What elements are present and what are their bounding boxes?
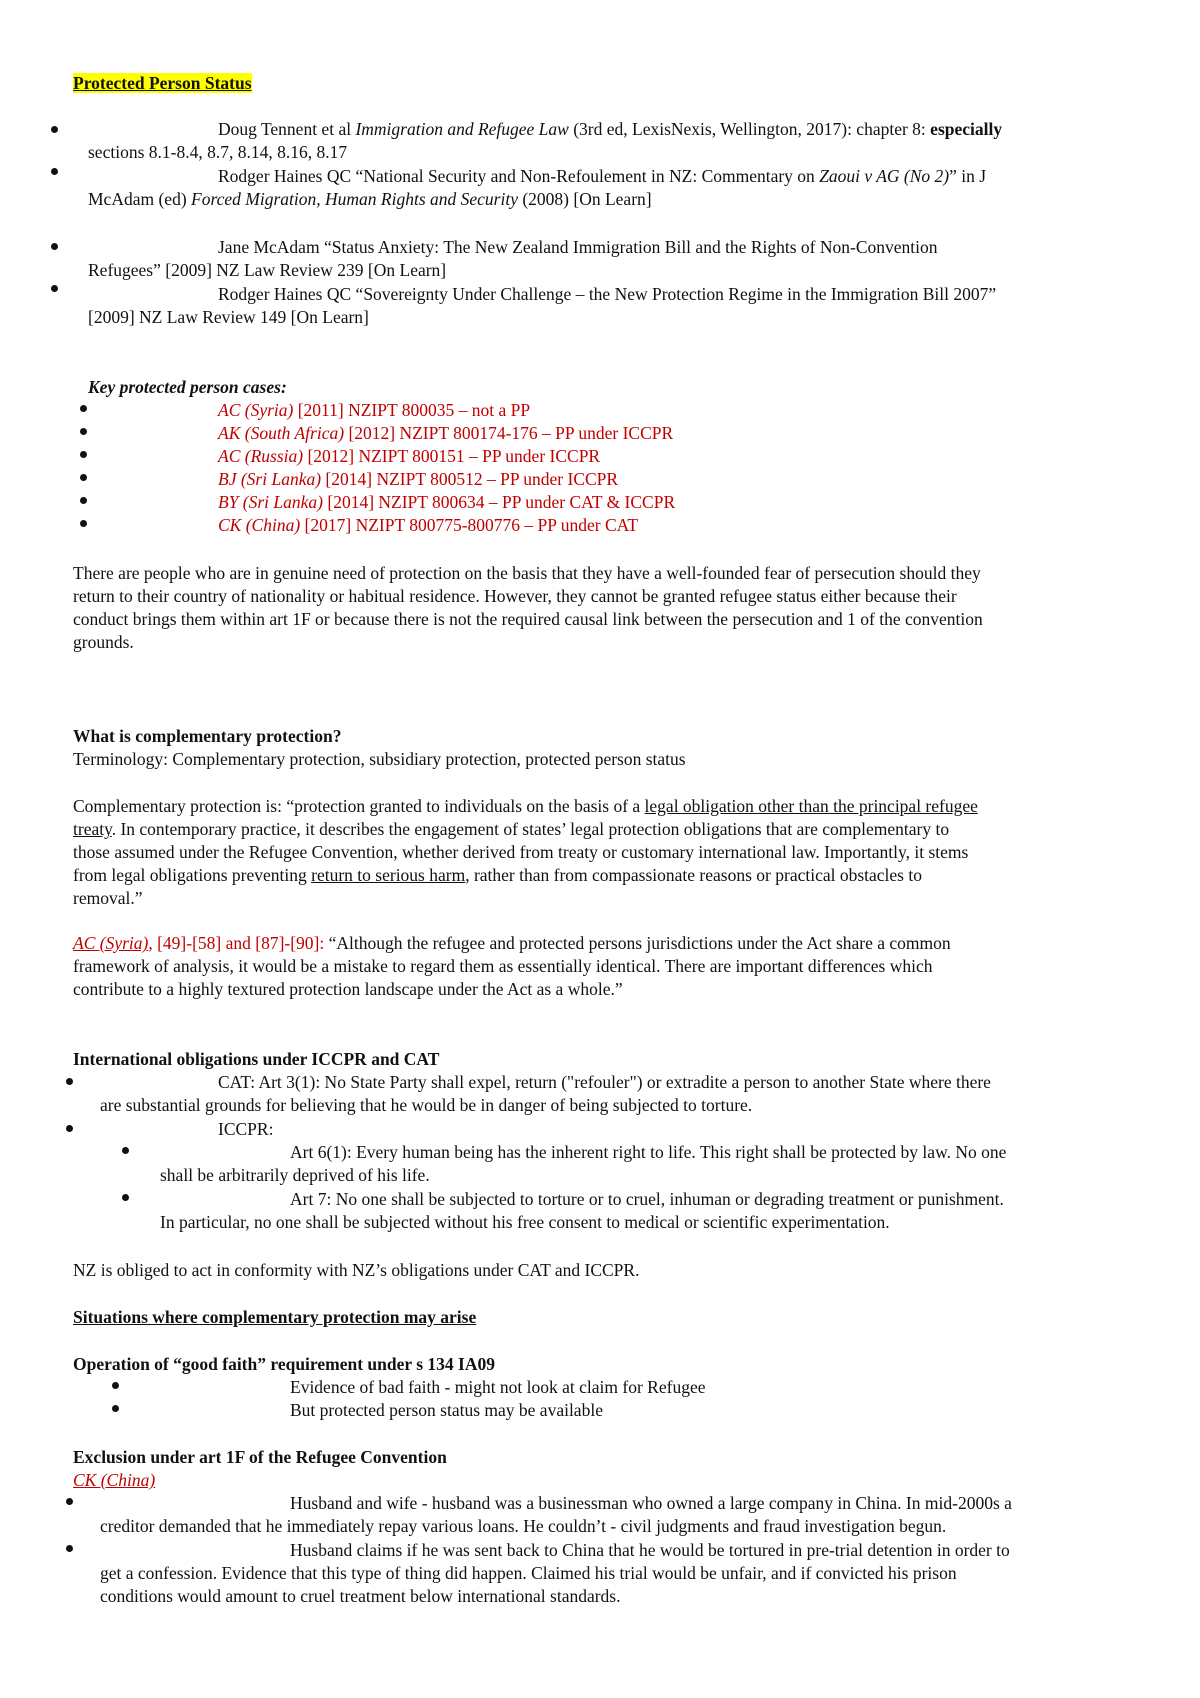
reading-text: ” in J — [949, 166, 987, 186]
paragraph-text: Complementary protection is: “protection granted to individuals on the basis of a — [73, 796, 645, 816]
case-citation: [2017] NZIPT 800775-800776 – PP under CAT — [300, 515, 639, 535]
case-item — [218, 491, 675, 514]
reading-text: [2009] NZ Law Review 149 [On Learn] — [88, 307, 369, 327]
paragraph-line: those assumed under the Refugee Convention, whether derived from treaty or customary international law. Importantly, it stems — [73, 842, 969, 862]
intro-paragraph — [73, 562, 1138, 654]
case-item — [218, 468, 618, 491]
cat-item — [100, 1071, 1140, 1117]
good-faith-heading: Operation of “good faith” requirement under s 134 IA09 — [73, 1354, 495, 1374]
paragraph-line: contribute to a highly textured protection landscape under the Act as a whole.” — [73, 979, 623, 999]
bullet-icon — [80, 520, 87, 527]
list-text: creditor demanded that he immediately repay various loans. He couldn’t - civil judgments and fraud investigation begun. — [100, 1516, 947, 1536]
case-name: CK (China) — [73, 1470, 156, 1490]
situations-heading: Situations where complementary protection may arise — [73, 1307, 477, 1327]
good-faith-item: But protected person status may be available — [290, 1400, 603, 1420]
case-item — [218, 514, 638, 537]
paragraph-text: , rather than from compassionate reasons or practical obstacles to — [465, 865, 922, 885]
bullet-icon — [80, 428, 87, 435]
list-text: In particular, no one shall be subjected without his free consent to medical or scientific experimentation. — [160, 1212, 890, 1232]
reading-title: Forced Migration, Human Rights and Security — [191, 189, 518, 209]
reading-item — [88, 118, 1143, 164]
paragraph-line: framework of analysis, it would be a mistake to regard them as essentially identical. There are important differences which — [73, 956, 933, 976]
underlined-text: treaty — [73, 819, 112, 839]
case-name: AC (Syria) — [73, 933, 149, 953]
reading-emphasis: especially — [930, 119, 1003, 139]
paragraph-text: . In contemporary practice, it describes the engagement of states’ legal protection obligations that are complementary to — [111, 819, 950, 839]
reading-text: Doug Tennent et al — [218, 119, 356, 139]
case-name: AC (Russia) — [218, 446, 304, 466]
bullet-icon — [66, 1498, 73, 1505]
reading-text: Refugees” [2009] NZ Law Review 239 [On Learn] — [88, 260, 447, 280]
list-text: CAT: Art 3(1): No State Party shall expel, return ("refouler") or extradite a person to another State where there — [218, 1072, 991, 1092]
art6-item — [160, 1141, 1140, 1187]
list-text: ICCPR: — [218, 1119, 274, 1139]
paragraph-line: There are people who are in genuine need of protection on the basis that they have a well-founded fear of persecution should they — [73, 563, 981, 583]
reading-text: (2008) [On Learn] — [517, 189, 652, 209]
paragraph-line: conduct brings them within art 1F or because there is not the required causal link between the persecution and 1 of the convention — [73, 609, 983, 629]
case-citation: , [49]-[58] and [87]-[90]: — [148, 933, 325, 953]
list-text: Husband claims if he was sent back to China that he would be tortured in pre-trial detention in order to — [290, 1540, 1010, 1560]
reading-text: sections 8.1-8.4, 8.7, 8.14, 8.16, 8.17 — [88, 142, 348, 162]
case-item — [218, 422, 673, 445]
bullet-icon — [51, 285, 58, 292]
bullet-icon — [80, 451, 87, 458]
case-item — [218, 445, 600, 468]
bullet-icon — [80, 474, 87, 481]
bullet-icon — [80, 497, 87, 504]
bullet-icon — [112, 1382, 119, 1389]
ck-label-line — [73, 1469, 1138, 1492]
iccpr-item — [100, 1118, 1140, 1141]
list-text: conditions would amount to cruel treatment below international standards. — [100, 1586, 621, 1606]
case-name: CK (China) — [218, 515, 301, 535]
cases-heading: Key protected person cases: — [88, 377, 287, 397]
list-text: Husband and wife - husband was a businessman who owned a large company in China. In mid-2000s a — [290, 1493, 1012, 1513]
paragraph-text: from legal obligations preventing — [73, 865, 312, 885]
underlined-text: return to serious harm — [311, 865, 466, 885]
art7-item — [160, 1188, 1140, 1234]
list-text: are substantial grounds for believing that he would be in danger of being subjected to torture. — [100, 1095, 753, 1115]
definition-paragraph — [73, 795, 1138, 910]
intl-heading: International obligations under ICCPR and CAT — [73, 1049, 440, 1069]
bullet-icon — [122, 1194, 129, 1201]
bullet-icon — [112, 1405, 119, 1412]
paragraph-text: “Although the refugee and protected persons jurisdictions under the Act share a common — [324, 933, 951, 953]
case-citation: [2014] NZIPT 800634 – PP under CAT & ICCPR — [323, 492, 676, 512]
underlined-text: legal obligation other than the principal refugee — [644, 796, 978, 816]
case-name: BJ (Sri Lanka) — [218, 469, 322, 489]
case-name: BY (Sri Lanka) — [218, 492, 323, 512]
list-text: shall be arbitrarily deprived of his life. — [160, 1165, 430, 1185]
case-citation: [2012] NZIPT 800151 – PP under ICCPR — [303, 446, 601, 466]
reading-text: McAdam (ed) — [88, 189, 192, 209]
bullet-icon — [51, 126, 58, 133]
bullet-icon — [66, 1125, 73, 1132]
reading-item — [88, 283, 1143, 329]
reading-item — [88, 165, 1143, 211]
what-heading: What is complementary protection? — [73, 726, 342, 746]
page-title: Protected Person Status — [73, 73, 252, 93]
reading-text: Rodger Haines QC “National Security and Non-Refoulement in NZ: Commentary on — [218, 166, 820, 186]
quote-paragraph — [73, 932, 1138, 1001]
exclusion-heading: Exclusion under art 1F of the Refugee Convention — [73, 1447, 447, 1467]
reading-item — [88, 236, 1143, 282]
case-item — [218, 399, 530, 422]
bullet-icon — [51, 168, 58, 175]
list-text: Art 7: No one shall be subjected to torture or to cruel, inhuman or degrading treatment or punishment. — [290, 1189, 1004, 1209]
ck-item — [100, 1539, 1140, 1608]
reading-title: Immigration and Refugee Law — [355, 119, 569, 139]
list-text: Art 6(1): Every human being has the inherent right to life. This right shall be protected by law. No one — [290, 1142, 1007, 1162]
reading-title: Zaoui v AG (No 2) — [819, 166, 950, 186]
terminology-line: Terminology: Complementary protection, subsidiary protection, protected person status — [73, 749, 686, 769]
nz-obliged-line: NZ is obliged to act in conformity with NZ’s obligations under CAT and ICCPR. — [73, 1260, 640, 1280]
case-name: AK (South Africa) — [218, 423, 345, 443]
ck-item — [100, 1492, 1140, 1538]
case-citation: [2014] NZIPT 800512 – PP under ICCPR — [321, 469, 619, 489]
bullet-icon — [66, 1078, 73, 1085]
bullet-icon — [80, 405, 87, 412]
reading-text: (3rd ed, LexisNexis, Wellington, 2017): chapter 8: — [568, 119, 931, 139]
bullet-icon — [66, 1545, 73, 1552]
list-text: get a confession. Evidence that this type of thing did happen. Claimed his trial would be unfair, and if convicted his prison — [100, 1563, 957, 1583]
page-title-wrap — [73, 72, 1133, 95]
bullet-icon — [122, 1147, 129, 1154]
case-citation: [2012] NZIPT 800174-176 – PP under ICCPR — [344, 423, 674, 443]
reading-text: Rodger Haines QC “Sovereignty Under Challenge – the New Protection Regime in the Immigration Bill 2007” — [218, 284, 997, 304]
case-name: AC (Syria) — [218, 400, 294, 420]
case-citation: [2011] NZIPT 800035 – not a PP — [293, 400, 531, 420]
paragraph-line: grounds. — [73, 632, 134, 652]
paragraph-line: return to their country of nationality or habitual residence. However, they cannot be granted refugee status either because their — [73, 586, 957, 606]
bullet-icon — [51, 243, 58, 250]
good-faith-item: Evidence of bad faith - might not look at claim for Refugee — [290, 1377, 706, 1397]
paragraph-line: removal.” — [73, 888, 143, 908]
reading-text: Jane McAdam “Status Anxiety: The New Zealand Immigration Bill and the Rights of Non-Convention — [218, 237, 938, 257]
